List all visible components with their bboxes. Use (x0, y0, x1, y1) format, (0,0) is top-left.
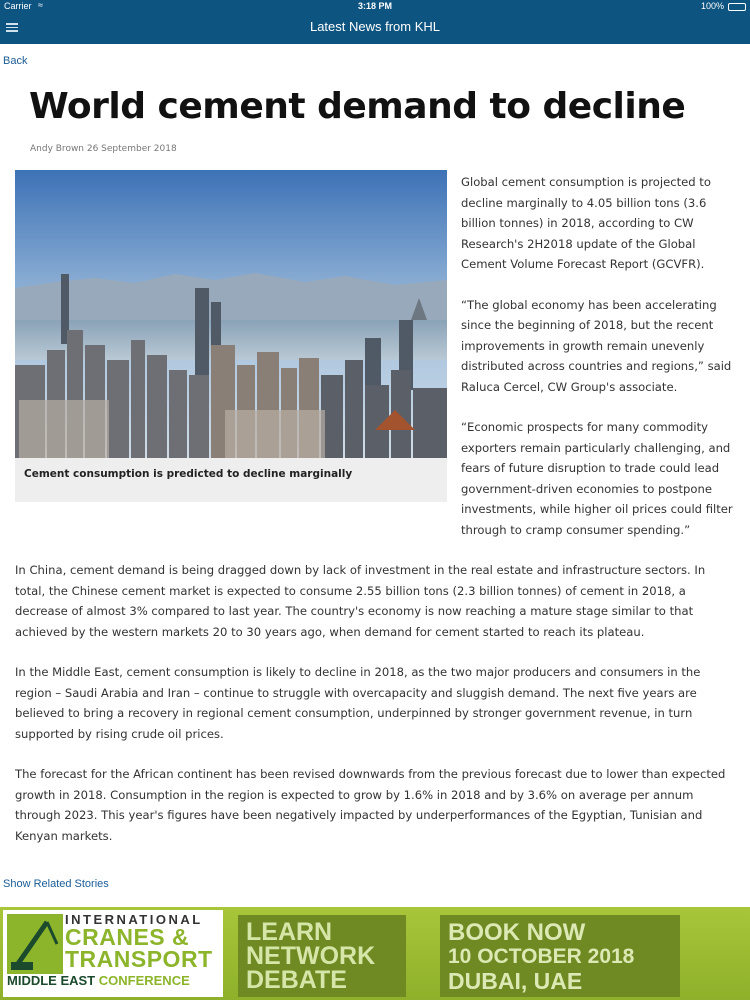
brand-transport: TRANSPORT (65, 946, 213, 972)
paragraph: In China, cement demand is being dragged down by lack of investment in the real estate and infrastructure sectors. In total, the Chinese cement market is expected to consume 2.55 billion tons (2.3 billion tonnes) of cement in 2018, a decrease of almost 3% compared to last year. The country's economy is now reaching a mature stage similar to that achieved by the western markets 20 to 30 years ago, when demand for cement started to reach its plateau. (15, 563, 706, 639)
advert-banner[interactable] (0, 907, 750, 1000)
paragraph: “The global economy has been accelerating since the beginning of 2018, but the recent improvements in growth remain unevenly distributed across countries and regions,” said Raluca Cercel, CW Group's associate. (461, 297, 732, 394)
nav-bar (0, 14, 750, 44)
banner-debate: DEBATE (246, 966, 347, 994)
banner-learn: LEARN (246, 918, 333, 946)
brand-cranes: CRANES & (65, 924, 190, 950)
article-intro-column (461, 172, 741, 560)
banner-book-now: BOOK NOW (448, 919, 586, 946)
wifi-icon: ≈ (38, 0, 43, 10)
battery-icon (728, 3, 746, 11)
brand-middle-east (7, 973, 190, 988)
article-title: World cement demand to decline (29, 86, 686, 127)
brand-conference-label: CONFERENCE (98, 973, 190, 988)
back-link[interactable]: Back (3, 55, 28, 67)
status-time: 3:18 PM (357, 1, 392, 11)
banner-network: NETWORK (246, 942, 376, 970)
carrier-label: Carrier (4, 1, 32, 11)
article-body[interactable] (15, 560, 737, 862)
paragraph: In the Middle East, cement consumption is likely to decline in 2018, as the two major producers and consumers in the region – Saudi Arabia and Iran – continue to struggle with overcapacity and sluggish demand. The next five years are believed to bring a recovery in regional cement consumption, underpinned by stronger government revenue, in turn supported by rising crude oil prices. (15, 665, 701, 741)
paragraph: The forecast for the African continent has been revised downwards from the previous forecast due to lower than expected growth in 2018. Consumption in the region is expected to grow by 1.6% in 2018 and by 3.6% on average per annum through 2023. This year's figures have been negatively impacted by underperformances of the Egyptian, Tunisian and Kenyan markets. (15, 767, 726, 843)
battery-percentage: 100% (700, 1, 724, 11)
paragraph: Global cement consumption is projected to decline marginally to 4.05 billion tons (3.6 billion tonnes) in 2018, according to CW Research's 2H2018 update of the Global Cement Volume Forecast Report (GCVFR). (461, 175, 711, 271)
event-logo (3, 910, 223, 997)
image-caption: Cement consumption is predicted to decline marginally (24, 468, 353, 480)
article-byline: Andy Brown 26 September 2018 (30, 144, 177, 154)
banner-location: DUBAI, UAE (448, 968, 583, 994)
brand-middle-east-label: MIDDLE EAST (7, 973, 96, 988)
city-skyline-image (15, 170, 447, 458)
nav-title: Latest News from KHL (309, 19, 441, 34)
crane-icon (7, 914, 63, 974)
paragraph: “Economic prospects for many commodity exporters remain particularly challenging, and fears of future disruption to trade could lead government-driven economies to postpone investments, while higher oil prices could filter through to cramp consumer spending.” (461, 420, 733, 537)
banner-date: 10 OCTOBER 2018 (448, 945, 635, 968)
article-image-figure (15, 170, 447, 502)
brand-international: INTERNATIONAL (65, 912, 203, 927)
show-related-stories-link[interactable]: Show Related Stories (3, 878, 109, 890)
status-bar (0, 0, 750, 14)
